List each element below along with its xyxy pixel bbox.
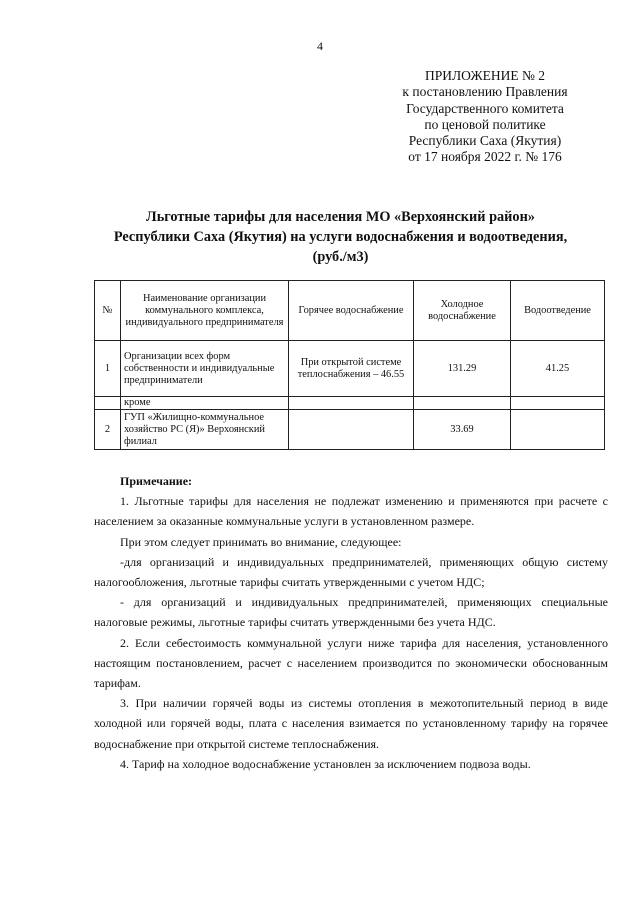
title-line: Республики Саха (Якутия) на услуги водоснабжения и водоотведения,	[113, 229, 568, 245]
row-number: 1	[95, 341, 121, 397]
page-number: 4	[317, 39, 323, 53]
header-hot-water: Горячее водоснабжение	[289, 281, 414, 341]
row-cold-water: 33.69	[414, 410, 511, 450]
note-paragraph: 4. Тариф на холодное водоснабжение установлен за исключением подвоза воды.	[120, 756, 531, 771]
table-row-except	[95, 397, 605, 410]
row-number: 2	[95, 410, 121, 450]
note-paragraph: 1. Льготные тарифы для населения не подлежат изменению и применяются при расчете с населением за оказанные коммунальные услуги в установленном размере.	[94, 494, 608, 529]
document-title	[88, 207, 593, 267]
header-wastewater: Водоотведение	[511, 281, 605, 341]
row-hot-water	[289, 410, 414, 450]
notes-section	[94, 471, 608, 774]
row-cold-water: 131.29	[414, 341, 511, 397]
notes-title: Примечание:	[120, 474, 193, 488]
table-row	[95, 410, 605, 450]
appendix-date: от 17 ноября 2022 г. № 176	[408, 149, 562, 165]
note-paragraph: -для организаций и индивидуальных предпринимателей, применяющих общую систему налогообложения, льготные тарифы считать утвержденными с учетом НДС;	[94, 554, 608, 590]
except-label: кроме	[121, 397, 289, 410]
note-paragraph: 2. Если себестоимость коммунальной услуги ниже тарифа для населения, установленного настоящим постановлением, расчет с населением производится по экономически обоснованным тарифам.	[94, 635, 608, 691]
appendix-title: ПРИЛОЖЕНИЕ № 2	[424, 68, 546, 83]
row-wastewater	[511, 410, 605, 450]
note-paragraph: - для организаций и индивидуальных предпринимателей, применяющих специальные налоговые режимы, льготные тарифы считать утвержденными без учета НДС.	[94, 595, 608, 630]
row-wastewater: 41.25	[511, 341, 605, 397]
header-number: №	[95, 281, 121, 341]
header-organization: Наименование организации коммунального комплекса, индивидуального предпринимателя	[121, 281, 289, 341]
table-row	[95, 341, 605, 397]
row-organization: Организации всех форм собственности и индивидуальные предприниматели	[121, 341, 289, 397]
title-line: Льготные тарифы для населения МО «Верхоянский район»	[146, 209, 535, 225]
tariffs-table	[94, 280, 605, 450]
note-paragraph: При этом следует принимать во внимание, следующее:	[120, 534, 402, 549]
row-organization: ГУП «Жилищно-коммунальное хозяйство РС (Я)» Верхоянский филиал	[121, 410, 289, 450]
appendix-line: Государственного комитета	[406, 100, 564, 116]
appendix-line: к постановлению Правления	[402, 84, 568, 100]
row-hot-water: При открытой системе теплоснабжения – 46.55	[289, 341, 414, 397]
appendix-header	[360, 68, 610, 166]
appendix-line: по ценовой политике	[424, 116, 546, 132]
table-header-row	[95, 281, 605, 341]
header-cold-water: Холодное водоснабжение	[414, 281, 511, 341]
title-unit: (руб./м3)	[312, 249, 369, 265]
note-paragraph: 3. При наличии горячей воды из системы отопления в межотопительный период в виде холодной или горячей воды, плата с населения взимается по установленному тарифу на горячее водоснабжение при открытой системе теплоснабжения.	[94, 696, 608, 751]
appendix-line: Республики Саха (Якутия)	[408, 133, 562, 149]
